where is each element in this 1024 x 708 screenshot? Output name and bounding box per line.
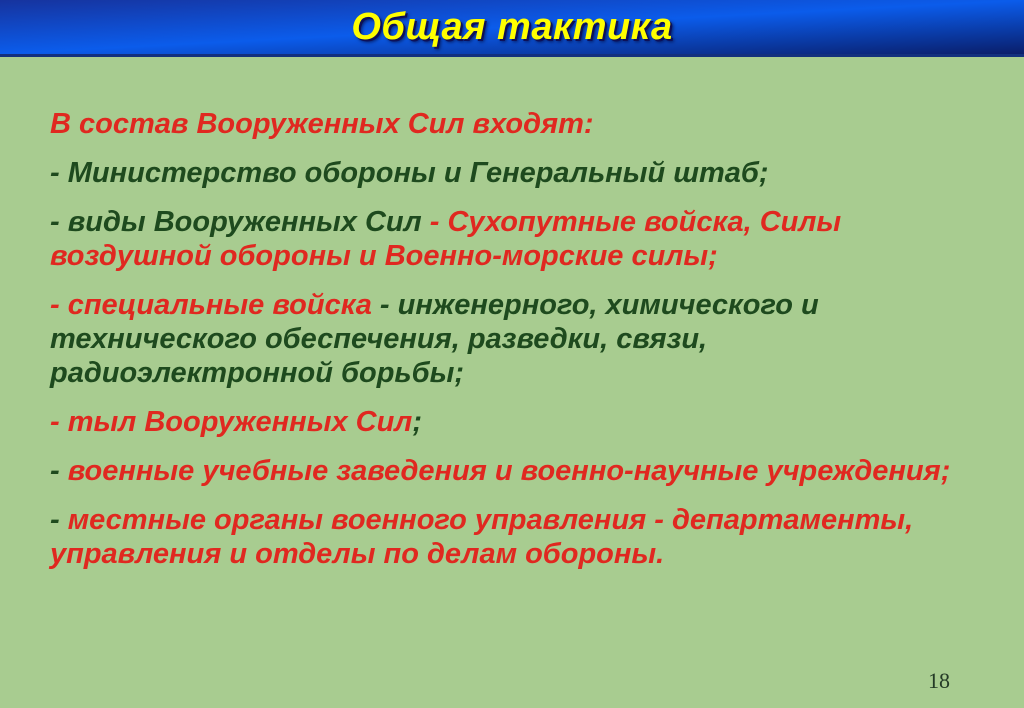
paragraph bbox=[50, 107, 998, 141]
text-segment: - тыл Вооруженных Сил bbox=[50, 406, 413, 438]
slide-header bbox=[0, 0, 1024, 57]
text-segment: местные органы военного управления - департаменты, управления и отделы по делам обороны. bbox=[50, 504, 914, 570]
text-segment: - bbox=[50, 455, 68, 487]
page-number: 18 bbox=[928, 668, 950, 693]
paragraph bbox=[50, 156, 998, 190]
slide-body bbox=[0, 57, 1024, 708]
paragraph-list bbox=[50, 107, 998, 571]
text-segment: - Сухопутные войска, Силы воздушной обороны и Военно-морские силы; bbox=[50, 206, 842, 272]
paragraph bbox=[50, 205, 998, 273]
paragraph bbox=[50, 454, 998, 488]
text-segment: - инженерного, химического и технического обеспечения, разведки, связи, радиоэлектронной борьбы; bbox=[50, 289, 819, 389]
text-segment: ; bbox=[412, 406, 423, 438]
text-segment: военные учебные заведения и военно-научные учреждения; bbox=[67, 455, 951, 487]
text-segment: - Министерство обороны и Генеральный штаб; bbox=[50, 157, 769, 189]
text-segment: В состав Вооруженных Сил входят: bbox=[50, 108, 594, 140]
text-segment: - bbox=[50, 504, 68, 536]
paragraph bbox=[50, 288, 998, 390]
text-segment: - виды Вооруженных Сил bbox=[50, 206, 430, 238]
text-segment: - специальные войска bbox=[50, 289, 372, 321]
paragraph bbox=[50, 405, 998, 439]
slide-title: Общая тактика bbox=[351, 6, 673, 48]
paragraph bbox=[50, 503, 998, 571]
